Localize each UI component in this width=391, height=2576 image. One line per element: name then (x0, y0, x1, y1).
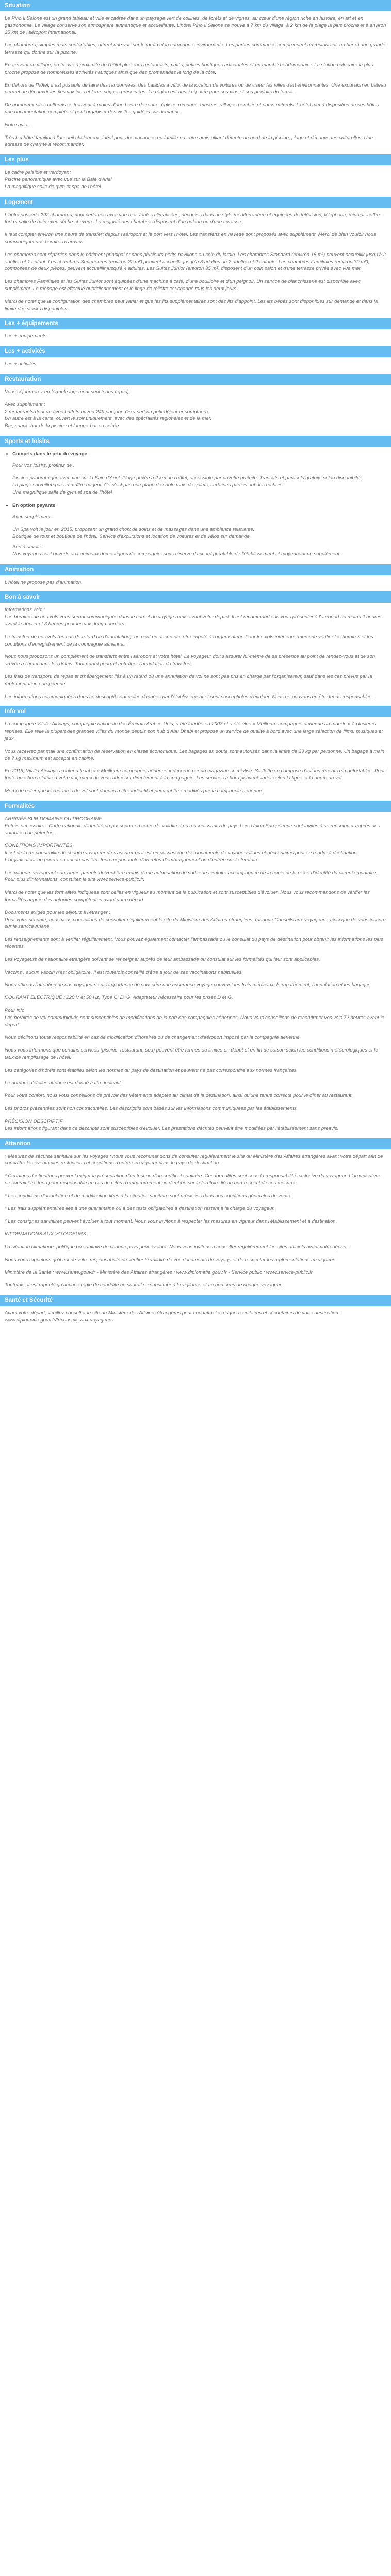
attention-paragraph: Nous vous rappelons qu'il est de votre responsabilité de vérifier la validité de vos documents de voyage et de respecter les réglementations en vigueur. (5, 1257, 336, 1263)
section-bon-a-savoir (0, 606, 391, 700)
situation-paragraph: De nombreux sites culturels se trouvent à moins d'une heure de route : églises romanes, musées, villages perchés et parcs naturels. L'hôtel met à disposition de ses hôtes une documentation complète et peut organiser des visites guidées sur demande. (5, 102, 379, 115)
attention-paragraph: * Certaines destinations peuvent exiger la présentation d'un test ou d'un certificat sanitaire. Ces formalités sont sous la responsabilité exclusive du voyageur. L'organisateur ne saurait être tenu pour responsable en cas de refus d'embarquement ou d'entrée sur le territoire lié au non-respect de ces mesures. (5, 1173, 380, 1186)
plus-item: Le cadre paisible et verdoyant (5, 170, 71, 176)
section-header-sante: Santé et Sécurité (0, 1295, 391, 1306)
section-header-formalites: Formalités (0, 801, 391, 812)
sports-included-heading: • Compris dans le prix du voyage (12, 451, 386, 458)
formalites-heading: Pour info (5, 1007, 25, 1013)
formalites-heading: CONDITIONS IMPORTANTES (5, 843, 73, 849)
sports-included-item: Piscine panoramique avec vue sur la Baie d'Ariel. Plage privée à 2 km de l'hôtel, accessible par navette gratuite. Transats et parasols gratuits selon disponibilité. (12, 475, 364, 481)
section-formalites (0, 816, 391, 1132)
section-header-info-vol: Info vol (0, 706, 391, 717)
formalites-paragraph: Le nombre d'étoiles attribué est donné à titre indicatif. (5, 1080, 122, 1086)
bon-a-savoir-paragraph: Les horaires de nos vols vous seront communiqués dans le carnet de voyage remis avant votre départ. Il est recommandé de vous présenter à l'aéroport au moins 2 heures avant le départ et 3 heures pour les vols long-courriers. (5, 614, 382, 628)
logement-paragraph: Les chambres sont réparties dans le bâtiment principal et dans plusieurs petits pavillons au sein du jardin. Les chambres Standard (environ 18 m²) peuvent accueillir jusqu'à 2 adultes et 1 enfant. Les chambres Supérieures (environ 22 m²) peuvent accueillir jusqu'à 3 adultes ou 2 adultes et 2 enfants. Les chambres Familiales (environ 30 m²), composées de deux pièces, peuvent accueillir jusqu'à 4 adultes. Les Suites Junior (environ 35 m²) disposent d'un coin salon et d'une terrasse privée avec vue mer. (5, 251, 386, 272)
section-activites (0, 361, 391, 368)
attention-links[interactable]: Ministère de la Santé : www.sante.gouv.fr - Ministère des Affaires étrangères : www.diplomatie.gouv.fr - Service public : www.service-public.fr (5, 1269, 313, 1276)
section-header-attention: Attention (0, 1138, 391, 1149)
formalites-paragraph: Les informations figurant dans ce descriptif sont susceptibles d'évoluer. Les prestations décrites peuvent être modifiées par l'établissement sans préavis. (5, 1125, 339, 1131)
bon-a-savoir-paragraph: Le transfert de nos vols (en cas de retard ou d'annulation), ne peut en aucun cas être imputé à l'organisateur. Pour les vols intérieurs, merci de vérifier les horaires et les conditions d'enregistrement de la compagnie aérienne. (5, 634, 373, 647)
attention-paragraph: La situation climatique, politique ou sanitaire de chaque pays peut évoluer. Nous vous invitons à consulter régulièrement les sites officiels avant votre départ. (5, 1244, 348, 1250)
attention-paragraph: * Les consignes sanitaires peuvent évoluer à tout moment. Nous vous invitons à respecter les mesures en vigueur dans l'établissement et à destination. (5, 1218, 337, 1225)
sports-included-item: Une magnifique salle de gym et spa de l'hôtel (12, 489, 112, 496)
section-header-bon-a-savoir: Bon à savoir (0, 591, 391, 603)
animation-text: L'hôtel ne propose pas d'animation. (5, 579, 83, 585)
formalites-paragraph: Les mineurs voyageant sans leurs parents doivent être munis d'une autorisation de sortie de territoire accompagnée de la copie de la pièce d'identité du parent signataire. Pour plus d'informations, consultez le site www.service-public.fr. (5, 870, 378, 883)
situation-paragraph: Le Pino Il Salone est un grand tableau et ville encadrée dans un paysage vert de collines, de forêts et de vignes, au cœur d'une région riche en histoire, en art et en gastronomie. Le village conserve son atmosphère authentique et accueillante. L'hôtel Pino Il Salone se trouve à 7 km du village, à 2 km de la plage la plus proche et à environ 35 km de l'aéroport international. (5, 15, 386, 36)
sports-paid-heading: • En option payante (12, 502, 386, 510)
formalites-paragraph: Pour votre sécurité, nous vous conseillons de consulter régulièrement le site du Ministère des Affaires étrangères, rubrique Conseils aux voyageurs, ainsi que de vous inscrire sur le service Ariane. (5, 917, 386, 930)
formalites-heading: ARRIVÉE SUR DOMAINE DU PROCHAINE (5, 816, 102, 822)
section-header-equipements: Les + équipements (0, 318, 391, 329)
sports-paid-item: Un Spa voit le jour en 2015, proposant un grand choix de soins et de massages dans une ambiance relaxante. (12, 527, 255, 533)
restauration-line: Bar, snack, bar de la piscine et lounge-bar en soirée. (5, 423, 120, 429)
situation-paragraph: Les chambres, simples mais confortables, offrent une vue sur le jardin et la campagne environnante. Les parties communes comprennent un restaurant, un bar et une grande terrasse qui donne sur la piscine. (5, 42, 386, 56)
sports-included-list (5, 451, 386, 458)
restauration-line: Avec supplément : (5, 401, 45, 408)
activites-text: Les + activités (5, 361, 37, 367)
bon-a-savoir-paragraph: Nous nous proposons un complément de transferts entre l'aéroport et votre hôtel. Le voyageur doit s'assurer lui-même de sa présence au point de rendez-vous et de son arrivée à l'hôtel dans les délais. Tout retard pourrait entraîner l'annulation du transfert. (5, 654, 376, 667)
section-attention (0, 1153, 391, 1290)
section-header-logement: Logement (0, 197, 391, 208)
situation-paragraph: En dehors de l'hôtel, il est possible de faire des randonnées, des balades à vélo, de la location de voitures ou de visiter les villes d'art environnantes. Une excursion en bateau permet de découvrir les îles voisines et leurs criques préservées. La région est aussi réputée pour ses vins et ses produits du terroir. (5, 82, 386, 95)
section-plus (0, 169, 391, 196)
section-logement (0, 212, 391, 313)
bon-a-savoir-paragraph: Les frais de transport, de repas et d'hébergement liés à un retard ou une annulation de vol ne sont pas pris en charge par l'organisateur, sauf dans les cas prévus par la réglementation européenne. (5, 674, 372, 687)
logement-paragraph: L'hôtel possède 292 chambres, dont certaines avec vue mer, toutes climatisées, décorées dans un style méditerranéen et équipées de télévision, téléphone, minibar, coffre-fort et salle de bain avec sèche-cheveux. La majorité des chambres disposent d'un balcon ou d'une terrasse. (5, 212, 382, 225)
formalites-paragraph: Entrée nécessaire : Carte nationale d'identité ou passeport en cours de validité. Les ressortissants de pays hors Union Européenne sont invités à se renseigner auprès des autorités compétentes. (5, 823, 380, 836)
formalites-paragraph: Nous attirons l'attention de nos voyageurs sur l'importance de souscrire une assurance voyage couvrant les frais médicaux, le rapatriement, l'annulation et les bagages. (5, 982, 372, 988)
info-vol-paragraph: En 2015, Vitalia Airways a obtenu le label « Meilleure compagnie aérienne » décerné par un magazine spécialisé. Sa flotte se compose d'avions récents et confortables. Pour toute question relative à votre vol, merci de vous adresser directement à la compagnie. Les services à bord peuvent varier selon la ligne et la durée du vol. (5, 768, 385, 782)
attention-paragraph: * Les frais supplémentaires liés à une quarantaine ou à des tests obligatoires à destination restent à la charge du voyageur. (5, 1206, 275, 1212)
section-sante (0, 1310, 391, 1324)
sports-included-item: La plage surveillée par un maître-nageur. Ce n'est pas une plage de sable mais de galets, certaines parties ont des rochers. (12, 482, 284, 488)
attention-paragraph: * Mesures de sécurité sanitaire sur les voyages : nous vous recommandons de consulter régulièrement le site du Ministère des Affaires étrangères avant votre départ afin de connaître les éventuelles restrictions et conditions d'entrée en vigueur dans le pays de destination. (5, 1153, 383, 1166)
sante-paragraph: Avant votre départ, veuillez consulter le site du Ministère des Affaires étrangères pour connaître les risques sanitaires et sécuritaires de votre destination : www.diplomatie.gouv.fr/fr/conseils-aux-voyageurs (5, 1310, 341, 1323)
info-vol-paragraph: La compagnie Vitalia Airways, compagnie nationale des Émirats Arabes Unis, a été fondée en 2003 et a été élue « Meilleure compagnie aérienne au monde » à plusieurs reprises. Elle relie la plupart des grandes villes du monde depuis son hub d'Abu Dhabi et propose un service de qualité à bord avec une large sélection de films, musiques et jeux. (5, 721, 383, 742)
section-sports (0, 451, 391, 564)
info-vol-paragraph: Merci de noter que les horaires de vol sont donnés à titre indicatif et peuvent être modifiés par la compagnie aérienne. (5, 788, 264, 794)
logement-paragraph: Les chambres Familiales et les Suites Junior sont équipées d'une machine à café, d'une bouilloire et d'un peignoir. Un service de blanchisserie est disponible avec supplément. Le ménage est effectué quotidiennement et le linge de toilette est changé tous les deux jours. (5, 279, 361, 292)
sports-included-intro: Pour vos loisirs, profitez de : (12, 462, 75, 468)
situation-paragraph: Très bel hôtel familial à l'accueil chaleureux, idéal pour des vacances en famille ou entre amis alliant détente au bord de la piscine, plage et découvertes culturelles. Une adresse de charme à recommander. (5, 134, 373, 148)
section-header-restauration: Restauration (0, 374, 391, 385)
plus-item: La magnifique salle de gym et spa de l'hôtel (5, 183, 101, 190)
section-header-sports: Sports et loisirs (0, 436, 391, 447)
formalites-paragraph: Merci de noter que les formalités indiquées sont celles en vigueur au moment de la publication et sont susceptibles d'évoluer. Nous vous recommandons de vérifier les formalités auprès des autorités compétentes avant votre départ. (5, 890, 370, 903)
formalites-paragraph: Nous déclinons toute responsabilité en cas de modification d'horaires ou de changement d'aéroport imposé par la compagnie aérienne. (5, 1035, 301, 1041)
situation-paragraph: En arrivant au village, on trouve à proximité de l'hôtel plusieurs restaurants, cafés, petites boutiques artisanales et un marché hebdomadaire. La station balnéaire la plus proche propose de nombreuses activités nautiques ainsi que des promenades le long de la côte. (5, 62, 373, 75)
plus-item: Piscine panoramique avec vue sur la Baie d'Ariel (5, 176, 112, 182)
formalites-paragraph: Les renseignements sont à vérifier régulièrement. Vous pouvez également contacter l'ambassade ou le consulat du pays de destination pour obtenir les informations les plus récentes. (5, 937, 383, 950)
logement-paragraph: Merci de noter que la configuration des chambres peut varier et que les lits supplémentaires sont des lits d'appoint. Les lits bébés sont disponibles sur demande et dans la limite des stocks disponibles. (5, 298, 378, 312)
bon-a-savoir-line: Informations voix : (5, 607, 45, 613)
restauration-line: 2 restaurants dont un avec buffets ouvert 24h par jour. On y sert un petit déjeuner somptueux. (5, 409, 210, 415)
formalites-paragraph: COURANT ÉLECTRIQUE : 220 V et 50 Hz, Type C, D, G. Adaptateur nécessaire pour les prises D et G. (5, 995, 233, 1001)
formalites-paragraph: Pour votre confort, nous vous conseillons de prévoir des vêtements adaptés au climat de la destination, ainsi qu'une tenue correcte pour le dîner au restaurant. (5, 1093, 353, 1099)
attention-heading: INFORMATIONS AUX VOYAGEURS : (5, 1231, 89, 1238)
section-header-animation: Animation (0, 564, 391, 575)
formalites-paragraph: Les horaires de vol communiqués sont susceptibles de modifications de la part des compagnies aériennes. Nous vous conseillons de reconfirmer vos vols 72 heures avant le départ. (5, 1014, 384, 1028)
section-header-plus: Les plus (0, 154, 391, 165)
restauration-paragraph: Vous séjournerez en formule logement seul (sans repas). (5, 388, 131, 395)
section-equipements (0, 333, 391, 340)
section-header-activites: Les + activités (0, 346, 391, 357)
formalites-heading: Documents exigés pour les séjours à l'étranger : (5, 909, 111, 916)
formalites-paragraph: Les voyageurs de nationalité étrangère doivent se renseigner auprès de leur ambassade ou consulat sur les formalités qui leur sont applicables. (5, 956, 320, 962)
section-info-vol (0, 721, 391, 794)
section-situation (0, 15, 391, 148)
sports-paid-note-title: Bon à savoir : (12, 544, 43, 550)
attention-paragraph: * Les conditions d'annulation et de modification liées à la situation sanitaire sont précisées dans nos conditions générales de vente. (5, 1193, 292, 1199)
section-animation (0, 579, 391, 586)
section-restauration (0, 388, 391, 436)
formalites-paragraph: Il est de la responsabilité de chaque voyageur de s'assurer qu'il est en possession des documents de voyage valides et nécessaires pour se rendre à destination. L'organisateur ne pourra en aucun cas être tenu responsable d'un refus d'embarquement ou d'entrée sur le territoire. (5, 850, 359, 863)
formalites-paragraph: Les photos présentées sont non contractuelles. Les descriptifs sont basés sur les informations communiquées par les établissements. (5, 1106, 298, 1112)
restauration-line: Un autre est à la carte, ouvert le soir uniquement, avec des spécialités régionales et de la mer. (5, 416, 212, 422)
sports-paid-intro: Avec supplément : (12, 514, 53, 520)
attention-paragraph: Toutefois, il est rappelé qu'aucune régle de conduite ne saurait se substituer à la vigilance et au bon sens de chaque voyageur. (5, 1282, 283, 1289)
bon-a-savoir-paragraph: Les informations communiquées dans ce descriptif sont celles données par l'établissement et sont susceptibles d'évoluer. Nous ne pouvons en être tenus responsables. (5, 693, 373, 700)
info-vol-paragraph: Vous recevrez par mail une confirmation de réservation en classe économique. Les bagages en soute sont autorisés dans la limite de 23 kg par personne. Un bagage à main de 7 kg maximum est accepté en cabine. (5, 748, 385, 761)
situation-paragraph: Notre avis : (5, 122, 30, 128)
formalites-paragraph: Les catégories d'hôtels sont établies selon les normes du pays de destination et peuvent ne pas correspondre aux normes françaises. (5, 1067, 298, 1073)
formalites-heading: PRÉCISION DESCRIPTIF (5, 1118, 63, 1124)
sports-paid-item: Boutique de tous et boutique de l'hôtel. Service d'excursions et location de voitures et de vélos sur demande. (12, 534, 251, 540)
section-header-situation: Situation (0, 0, 391, 11)
sports-paid-note: Nos voyages sont ouverts aux animaux domestiques de compagnie, sous réserve d'accord préalable de l'établissement et moyennant un supplément. (12, 551, 341, 557)
formalites-paragraph: Nous vous informons que certains services (piscine, restaurant, spa) peuvent être fermés ou limités en début et en fin de saison selon les conditions météorologiques et le taux de remplissage de l'hôtel. (5, 1047, 378, 1060)
sports-paid-list (5, 502, 386, 510)
formalites-paragraph: Vaccins : aucun vaccin n'est obligatoire. Il est toutefois conseillé d'être à jour de ses vaccinations habituelles. (5, 969, 243, 975)
logement-paragraph: Il faut compter environ une heure de transfert depuis l'aéroport et le port vers l'hôtel. Les transferts en navette sont proposés avec supplément. Merci de bien vouloir nous communiquer vos horaires d'arrivée. (5, 232, 376, 245)
equipements-text: Les + équipements (5, 333, 47, 340)
